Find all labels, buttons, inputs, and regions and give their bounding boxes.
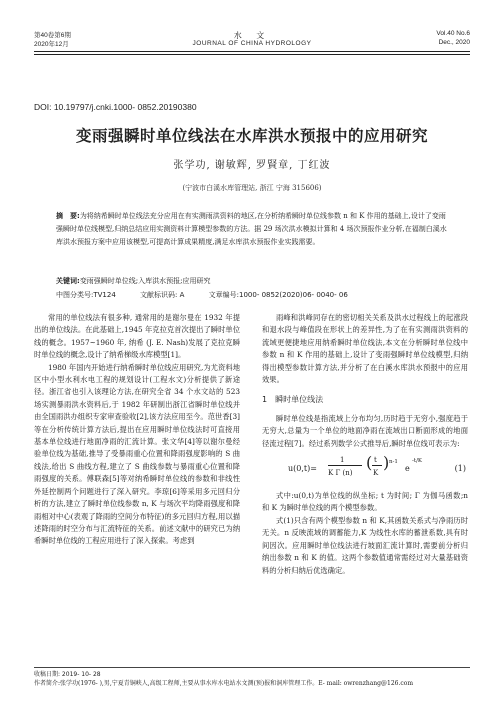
classification (56, 290, 448, 300)
fraction-bar (328, 465, 362, 466)
formula-numerator: 1 (340, 456, 345, 465)
keywords-label: 关键词: (56, 277, 80, 285)
equation-number: (1) (454, 464, 466, 474)
body-paragraph: 常用的单位线法有很多种, 通常用的是谢尔曼在 1932 年提出的单位线法。在此基础上,1945 年克拉克首次提出了瞬时单位线的概念。1957~1960 年, 纳希 (J. E. Nash)发展了克拉克瞬时单位线的概念,设计了纳希梯级水库模型[1]。 (34, 313, 240, 360)
affiliation: (宁波市白溪水库管理站, 浙江 宁海 315606) (182, 184, 322, 192)
article-number: 文章编号:1000- 0852(2020)06- 0040- 06 (208, 291, 348, 299)
section-heading: 1 瞬时单位线法 (262, 395, 324, 405)
paren-open: ( (366, 453, 373, 473)
authors: 张学功, 谢敏辉, 罗賢章, 丁红波 (173, 160, 331, 171)
keywords-text: 变雨强瞬时单位线;入库洪水预报;应用研究 (79, 277, 211, 285)
volume-en: Vol.40 No.6 (436, 30, 470, 37)
running-header (34, 30, 470, 80)
formula-exp2: -t/K (412, 458, 423, 465)
footnote (34, 667, 470, 688)
equation-1 (262, 452, 468, 486)
formula-denominator: K Γ (n) (328, 469, 353, 478)
right-column (262, 312, 468, 577)
header-rule (34, 51, 470, 52)
abstract-label: 摘 要: (56, 212, 80, 220)
formula-t: t (374, 456, 377, 465)
clc-number: 中图分类号:TV124 (56, 291, 116, 299)
doc-code: 文献标识码: A (140, 291, 185, 299)
journal-name-en: JOURNAL OF CHINA HYDROLOGY (192, 40, 312, 47)
date-cn: 2020年12月 (34, 41, 69, 48)
doi[interactable]: DOI: 10.19797/j.cnki.1000- 0852.20190380 (34, 102, 197, 112)
body-paragraph: 式中:u(0,t)为单位线的纵坐标; t 为时间; Γ 为伽马函数;n 和 K 为瞬时单位线的两个模型参数。 (262, 491, 468, 513)
body-paragraph: 式(1)只含有两个模型参数 n 和 K,其函数关系式与净雨历时无关。n 反映流域的调蓄能力,K 为线性水库的蓄泄系数,具有时间因次。应用瞬时单位线法进行坡面汇流计算时,需要前分析归纳出参数 n 和 K 的值。这两个参数值通常需经过对大量基础资料的分析归纳后优选确定。 (262, 515, 468, 575)
author-bio: 作者简介:张学功(1976- ),男,宁夏青铜峡人,高级工程师,主要从事水库水电站水文测(预)报和洞库管理工作。E- mail: owrenzhang@126.com (34, 680, 414, 687)
body-paragraph: 雨峰和洪峰同存在的密切相关关系及洪水过程线上的起涨段和退水段与峰值段在形状上的差异性,为了在有实测雨洪资料的流域更便捷地应用纳希瞬时单位线法,本文在分析瞬时单位线中参数 n 和 K 作用的基础上,设计了变雨强瞬时单位线模型,归纳得出模型参数计算方法,并分析了在白溪水库洪水预报中的应用效果。 (262, 313, 468, 385)
received-date: 收稿日期: 2019- 10- 28 (34, 671, 101, 678)
paren-close: ) (383, 453, 390, 473)
date-en: Dec., 2020 (438, 39, 470, 46)
abstract (56, 210, 448, 250)
fraction-bar (372, 465, 382, 466)
volume-cn: 第40卷第6期 (34, 32, 71, 39)
paper-title: 变雨强瞬时单位线法在水库洪水预报中的应用研究 (75, 127, 428, 145)
formula-k: K (373, 469, 379, 478)
keywords (56, 276, 448, 286)
body-paragraph: 瞬时单位线是指流域上分布均匀,历时趋于无穷小,强度趋于无穷大,总量为一个单位的地面净雨在流域出口断面形成的地面径流过程[7]。经过系列数学公式推导后,瞬时单位线可表示为: (262, 413, 468, 448)
formula-e: e (405, 464, 410, 474)
left-column (34, 312, 240, 548)
formula-lhs: u(0,t)= (288, 464, 317, 474)
formula-exp1: n-1 (389, 459, 398, 466)
abstract-text: 为将纳希瞬时单位线法充分应用在有实测雨洪资料的地区,在分析纳希瞬时单位线参数 n 和 K 作用的基础上,设计了变雨强瞬时单位线模型,归纳总结应用实测资料计算模型参数的方法。据 29 场次洪水模拟计算和 4 场次预报作业分析,在福制白溪水库洪水预报方案中应用该模型,可提高计算成果精度,满足水库洪水预报作业实践需要。 (56, 212, 447, 247)
body-paragraph: 1980 年国内开始进行纳希瞬时单位线应用研究,为尤资料地区中小型水利水电工程的规划设计(工程水文)分析提供了新途径。浙江省也引入该理论方法,在研究全省 34 个水文站的 523 场实测暴雨洪水资料后,于 1982 年研制出浙江省瞬时单位线并由全国雨洪办组织专家审查验收[2],该方法应用至今。范世香[3]等在分析传统计算方法后,提出在应用瞬时单位线法时可直接用基本单位线进行地面净雨的汇流计算。张文华[4]等以谢尔曼经验单位线为基础,推导了受暴雨重心位置和降雨强度影响的 S 曲线法,给出 S 曲线方程,建立了 S 曲线参数与暴雨重心位置和降雨强度的关系。傅联森[5]等对纳希瞬时单位线的参数和非线性外延控制两个问题进行了深入研究。李琼[6]等采用多元回归分析的方法,建立了瞬时单位线参数 n, K 与场次平均降雨强度和降雨相对中心(表观了降雨的空间分布特征)的多元回归方程,用以描述降雨的时空分布与汇流特征的关系。前述文献中的研究已为纳希瞬时单位线的工程应用进行了深入探索。考虑到 (34, 362, 240, 546)
header-rule-thin (34, 54, 470, 55)
journal-name-cn: 水 文 (233, 31, 271, 40)
